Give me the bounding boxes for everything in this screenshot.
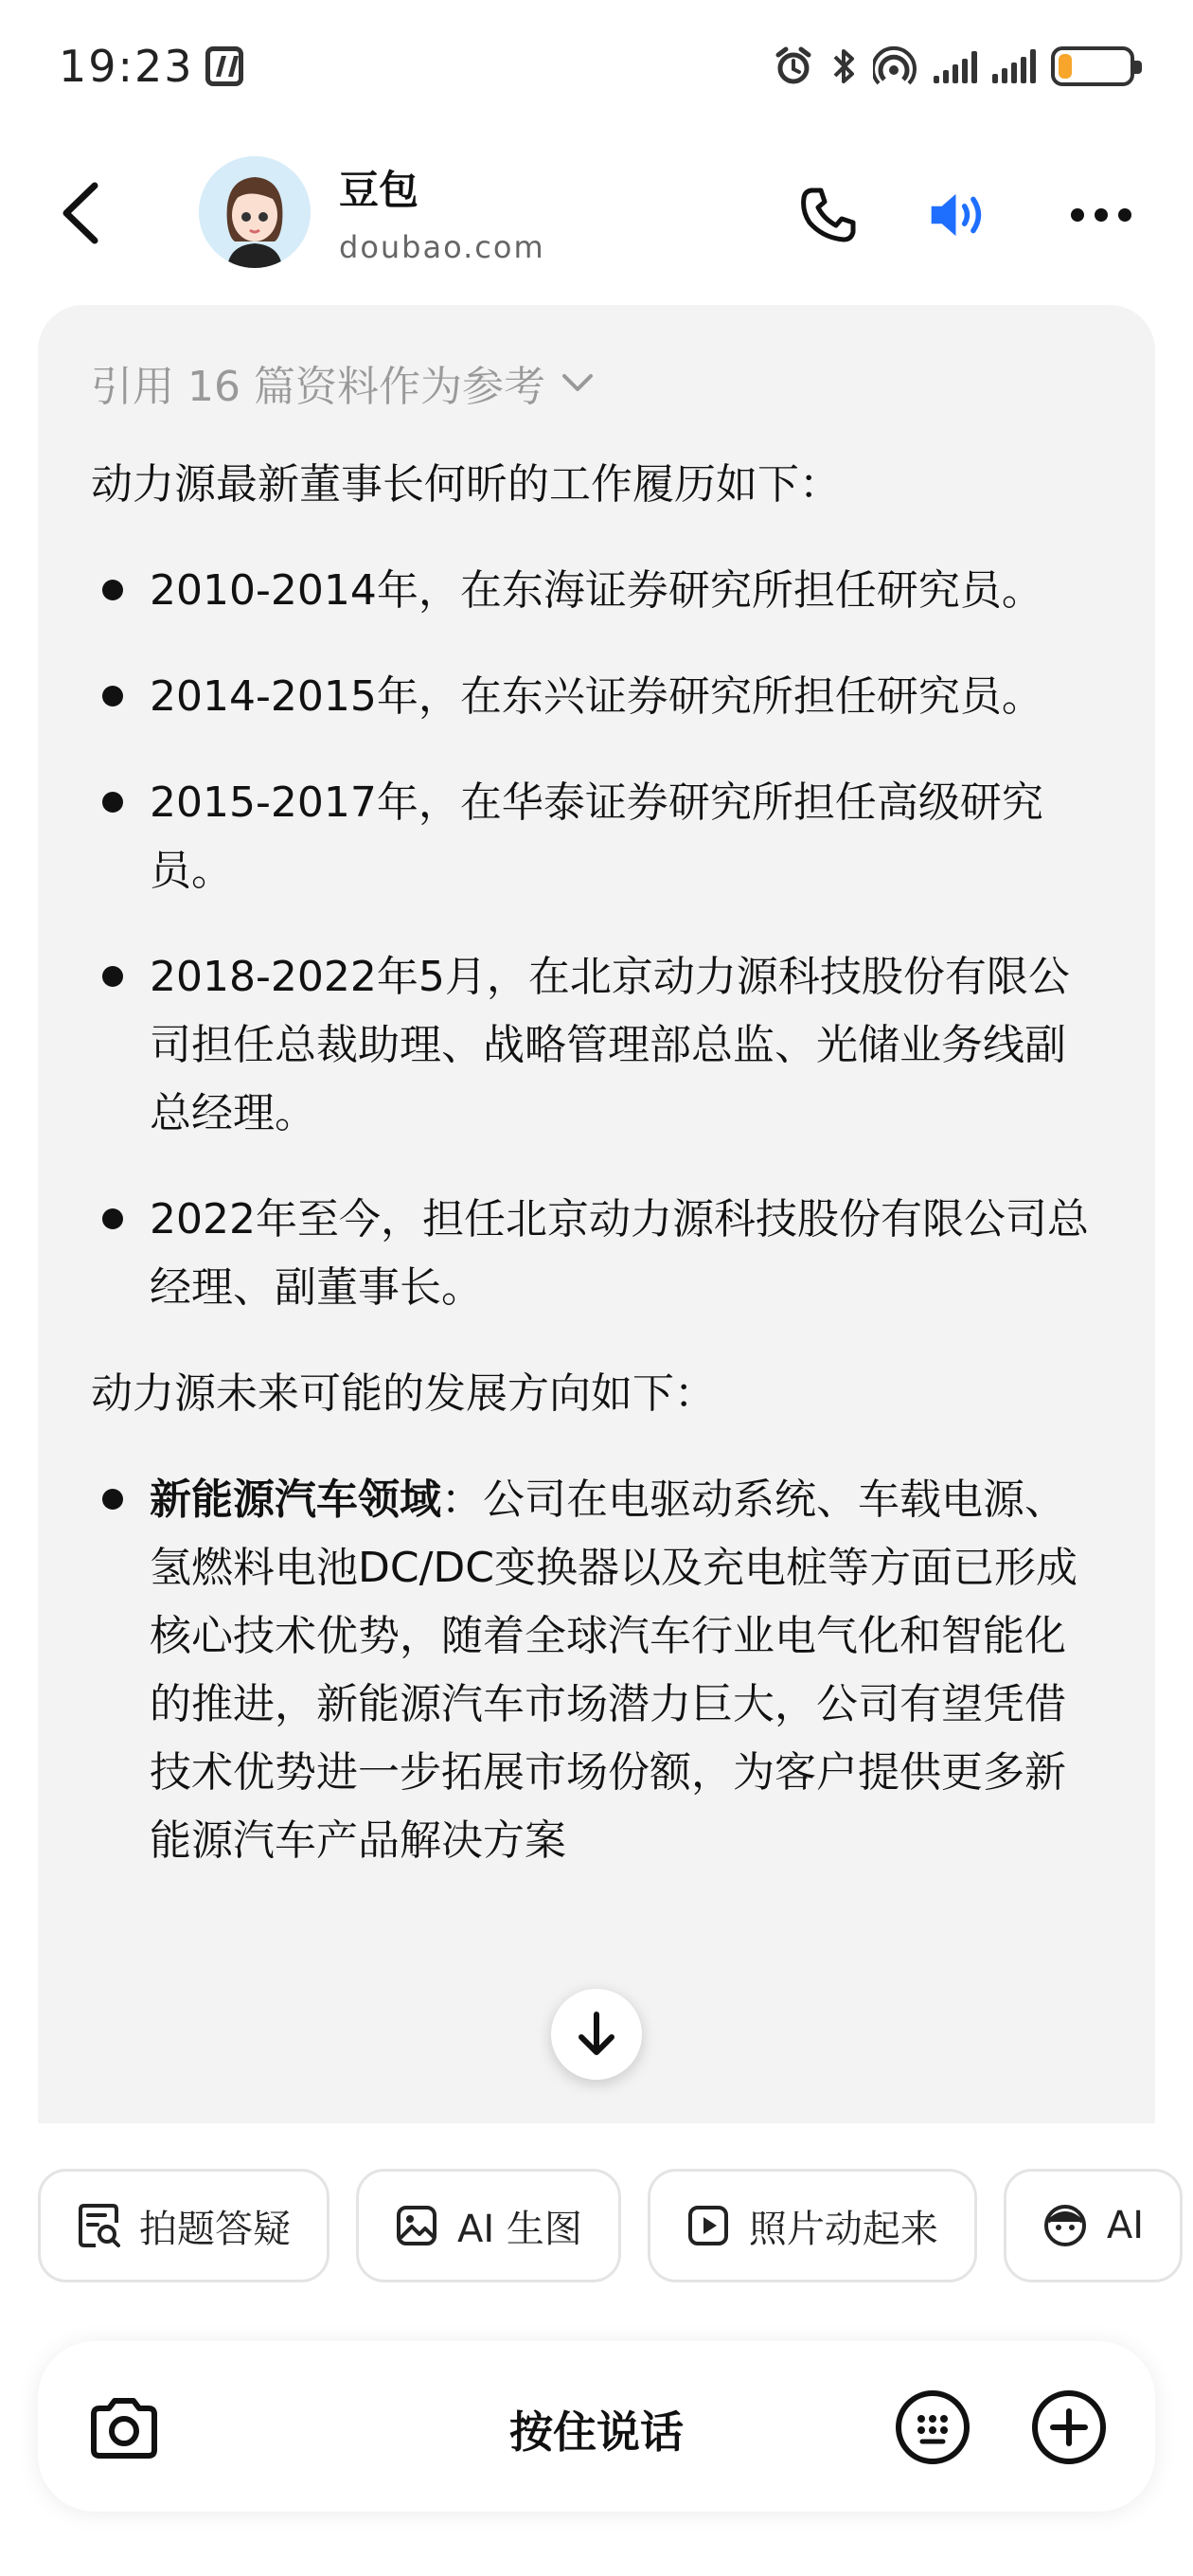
chat-title: 豆包 — [339, 167, 419, 213]
chevron-left-icon — [59, 180, 102, 246]
camera-icon — [86, 2393, 162, 2461]
assistant-message — [38, 305, 1155, 2123]
speaker-icon — [928, 185, 994, 245]
image-icon — [395, 2204, 438, 2247]
list-item: 2018-2022年5月，在北京动力源科技股份有限公司担任总裁助理、战略管理部总监、光储业务线副总经理。 — [91, 943, 1098, 1148]
play-icon — [686, 2204, 730, 2247]
hotspot-icon — [873, 45, 918, 87]
arrow-down-icon — [576, 2011, 617, 2058]
face-icon — [1042, 2203, 1088, 2248]
history-list — [91, 557, 1098, 1322]
more-dots-icon — [1068, 206, 1134, 224]
keypad-icon — [894, 2388, 971, 2466]
alarm-icon — [773, 45, 814, 87]
add-button[interactable] — [1026, 2385, 1112, 2470]
direction-list — [91, 1466, 1098, 1875]
list-item: 2014-2015年，在东兴证券研究所担任研究员。 — [91, 663, 1098, 731]
direction-intro: 动力源未来可能的发展方向如下： — [91, 1369, 716, 1418]
input-bar — [38, 2341, 1155, 2512]
chat-header — [0, 142, 1193, 284]
reference-toggle[interactable] — [91, 354, 1098, 411]
chat-subtitle: doubao.com — [339, 229, 545, 265]
more-button[interactable] — [1068, 182, 1134, 248]
photo-question-icon — [77, 2202, 120, 2249]
list-item: 2010-2014年，在东海证券研究所担任研究员。 — [91, 557, 1098, 625]
bluetooth-icon — [829, 45, 858, 87]
speaker-button[interactable] — [928, 182, 994, 248]
battery-icon — [1051, 46, 1134, 86]
camera-button[interactable] — [81, 2385, 167, 2470]
history-intro: 动力源最新董事长何昕的工作履历如下： — [91, 460, 841, 509]
scroll-to-bottom-button[interactable] — [551, 1989, 642, 2080]
nfc-icon — [205, 46, 243, 86]
chip-photo-question[interactable]: 拍题答疑 — [38, 2169, 329, 2282]
phone-call-button[interactable] — [795, 182, 862, 248]
avatar[interactable] — [199, 156, 311, 268]
status-time: 19:23 — [59, 41, 194, 92]
phone-icon — [798, 185, 859, 245]
signal-2-icon — [992, 49, 1036, 83]
chevron-down-icon — [561, 371, 595, 394]
bottom-panel — [0, 2123, 1193, 2576]
list-item — [91, 1466, 1098, 1875]
list-item: 2015-2017年，在华泰证券研究所担任高级研究员。 — [91, 769, 1098, 905]
battery-level — [1059, 54, 1072, 79]
back-button[interactable] — [47, 180, 114, 246]
direction-text: ：公司在电驱动系统、车载电源、氢燃料电池DC/DC变换器以及充电桩等方面已形成核心技术优势，随着全球汽车行业电气化和智能化的推进，新能源汽车市场潜力巨大，公司有望凭借技术优势进一步拓展市场份额，为客户提供更多新能源汽车产品解决方案 — [150, 1476, 1078, 1865]
status-bar — [0, 0, 1193, 133]
direction-title: 新能源汽车领域 — [150, 1476, 441, 1524]
plus-circle-icon — [1030, 2388, 1108, 2466]
doubao-avatar-icon — [199, 156, 311, 268]
reference-text: 引用 16 篇资料作为参考 — [91, 363, 545, 411]
hold-to-talk-label: 按住说话 — [509, 2406, 684, 2458]
keyboard-button[interactable] — [890, 2385, 975, 2470]
signal-1-icon — [934, 49, 977, 83]
quick-actions — [38, 2169, 1183, 2282]
hold-to-talk-button[interactable] — [436, 2360, 757, 2493]
chip-animate-photo[interactable]: 照片动起来 — [648, 2169, 977, 2282]
list-item: 2022年至今，担任北京动力源科技股份有限公司总经理、副董事长。 — [91, 1186, 1098, 1322]
chip-ai-image[interactable]: AI 生图 — [356, 2169, 621, 2282]
chip-ai-face[interactable]: AI — [1004, 2169, 1183, 2282]
